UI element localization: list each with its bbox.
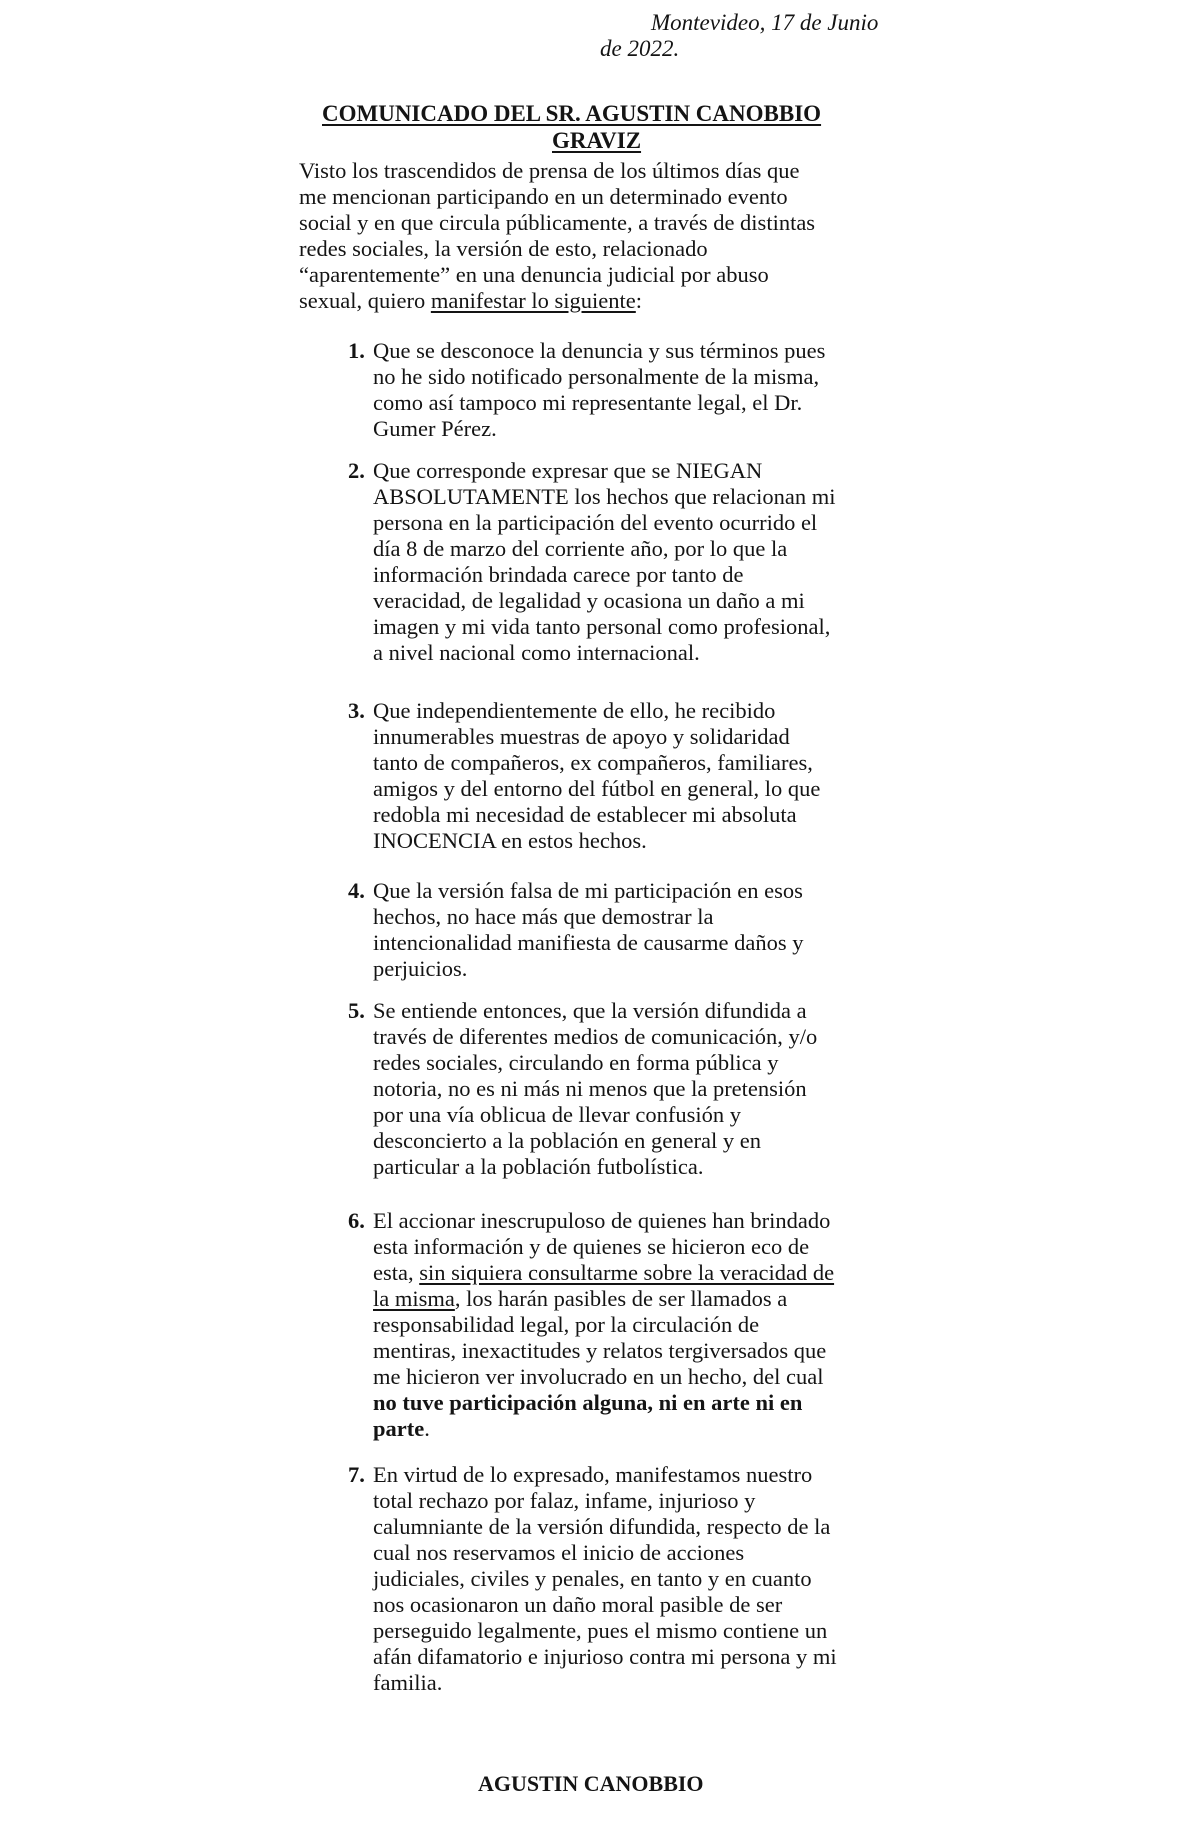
intro-line: Visto los trascendidos de prensa de los últimos días que <box>299 158 800 183</box>
item-line: Que corresponde expresar que se NIEGAN <box>373 458 763 483</box>
item-line: Se entiende entonces, que la versión difundida a <box>373 998 807 1023</box>
bold-phrase: parte <box>373 1416 425 1441</box>
item-line: responsabilidad legal, por la circulación de <box>373 1312 760 1337</box>
item-line: como así tampoco mi representante legal, el Dr. <box>373 390 803 415</box>
item-line: a nivel nacional como internacional. <box>373 640 700 665</box>
item-line: judiciales, civiles y penales, en tanto y en cuanto <box>373 1566 812 1591</box>
item-number: 3. <box>348 698 365 723</box>
item-line: Que la versión falsa de mi participación en esos <box>373 878 803 903</box>
date-line-1: Montevideo, 17 de Junio <box>651 10 879 35</box>
underlined-phrase: manifestar lo siguiente <box>430 288 636 313</box>
item-line: Que se desconoce la denuncia y sus términos pues <box>373 338 826 363</box>
item-line: redobla mi necesidad de establecer mi absoluta <box>373 802 797 827</box>
item-line: INOCENCIA en estos hechos. <box>373 828 647 853</box>
item-line: total rechazo por falaz, infame, injurioso y <box>373 1488 756 1513</box>
item-line: familia. <box>373 1670 443 1695</box>
item-line: perjuicios. <box>373 956 468 981</box>
item-line: afán difamatorio e injurioso contra mi persona y mi <box>373 1644 837 1669</box>
item-number: 2. <box>348 458 365 483</box>
date-line-2: de 2022. <box>600 36 680 61</box>
item-line: particular a la población futbolística. <box>373 1154 704 1179</box>
signature: AGUSTIN CANOBBIO <box>478 1771 704 1796</box>
bold-phrase: no tuve participación alguna, ni en arte ni en <box>373 1390 803 1415</box>
item-line: desconcierto a la población en general y en <box>373 1128 761 1153</box>
intro-line: social y en que circula públicamente, a través de distintas <box>299 210 816 235</box>
item-line: amigos y del entorno del fútbol en general, lo que <box>373 776 821 801</box>
underlined-phrase: la misma <box>373 1286 455 1311</box>
intro-line: redes sociales, la versión de esto, relacionado <box>299 236 708 261</box>
item-line: no he sido notificado personalmente de la misma, <box>373 364 820 389</box>
item-line: información brindada carece por tanto de <box>373 562 744 587</box>
item-line: por una vía oblicua de llevar confusión y <box>373 1102 742 1127</box>
item-line: cual nos reservamos el inicio de acciones <box>373 1540 745 1565</box>
item-line: mentiras, inexactitudes y relatos tergiversados que <box>373 1338 827 1363</box>
item-line: Que independientemente de ello, he recibido <box>373 698 776 723</box>
item-line <box>373 1260 834 1286</box>
intro-line-last <box>299 288 642 314</box>
item-line: persona en la participación del evento ocurrido el <box>373 510 818 535</box>
item-line: perseguido legalmente, pues el mismo contiene un <box>373 1618 828 1643</box>
item-line: redes sociales, circulando en forma pública y <box>373 1050 779 1075</box>
item-text: , los harán pasibles de ser llamados a <box>454 1286 788 1311</box>
underlined-phrase: sin siquiera consultarme sobre la veracidad de <box>419 1260 835 1285</box>
item-text: esta, <box>373 1260 420 1285</box>
item-number: 7. <box>348 1462 365 1487</box>
item-number: 1. <box>348 338 365 363</box>
title-line-1: COMUNICADO DEL SR. AGUSTIN CANOBBIO <box>322 101 822 126</box>
title-line-2: GRAVIZ <box>552 128 642 153</box>
item-line: notoria, no es ni más ni menos que la pretensión <box>373 1076 807 1101</box>
intro-text: sexual, quiero <box>299 288 431 313</box>
item-line: Gumer Pérez. <box>373 416 497 441</box>
item-line: innumerables muestras de apoyo y solidaridad <box>373 724 790 749</box>
item-line: ABSOLUTAMENTE los hechos que relacionan mi <box>373 484 836 509</box>
item-line: esta información y de quienes se hicieron eco de <box>373 1234 810 1259</box>
item-number: 6. <box>348 1208 365 1233</box>
item-line: tanto de compañeros, ex compañeros, familiares, <box>373 750 813 775</box>
intro-line: “aparentemente” en una denuncia judicial por abuso <box>299 262 769 287</box>
item-line: En virtud de lo expresado, manifestamos nuestro <box>373 1462 813 1487</box>
item-text: . <box>424 1416 430 1441</box>
intro-colon: : <box>635 288 643 313</box>
item-line <box>373 1416 430 1442</box>
item-line <box>373 1286 787 1312</box>
item-line: través de diferentes medios de comunicación, y/o <box>373 1024 818 1049</box>
item-line: intencionalidad manifiesta de causarme daños y <box>373 930 804 955</box>
item-line: hechos, no hace más que demostrar la <box>373 904 714 929</box>
item-line: veracidad, de legalidad y ocasiona un daño a mi <box>373 588 805 613</box>
item-line: nos ocasionaron un daño moral pasible de ser <box>373 1592 783 1617</box>
item-line: imagen y mi vida tanto personal como profesional, <box>373 614 831 639</box>
item-number: 5. <box>348 998 365 1023</box>
item-line: calumniante de la versión difundida, respecto de la <box>373 1514 831 1539</box>
item-line: El accionar inescrupuloso de quienes han brindado <box>373 1208 831 1233</box>
item-line: me hicieron ver involucrado en un hecho, del cual <box>373 1364 824 1389</box>
item-number: 4. <box>348 878 365 903</box>
item-line: día 8 de marzo del corriente año, por lo que la <box>373 536 788 561</box>
intro-line: me mencionan participando en un determinado evento <box>299 184 788 209</box>
